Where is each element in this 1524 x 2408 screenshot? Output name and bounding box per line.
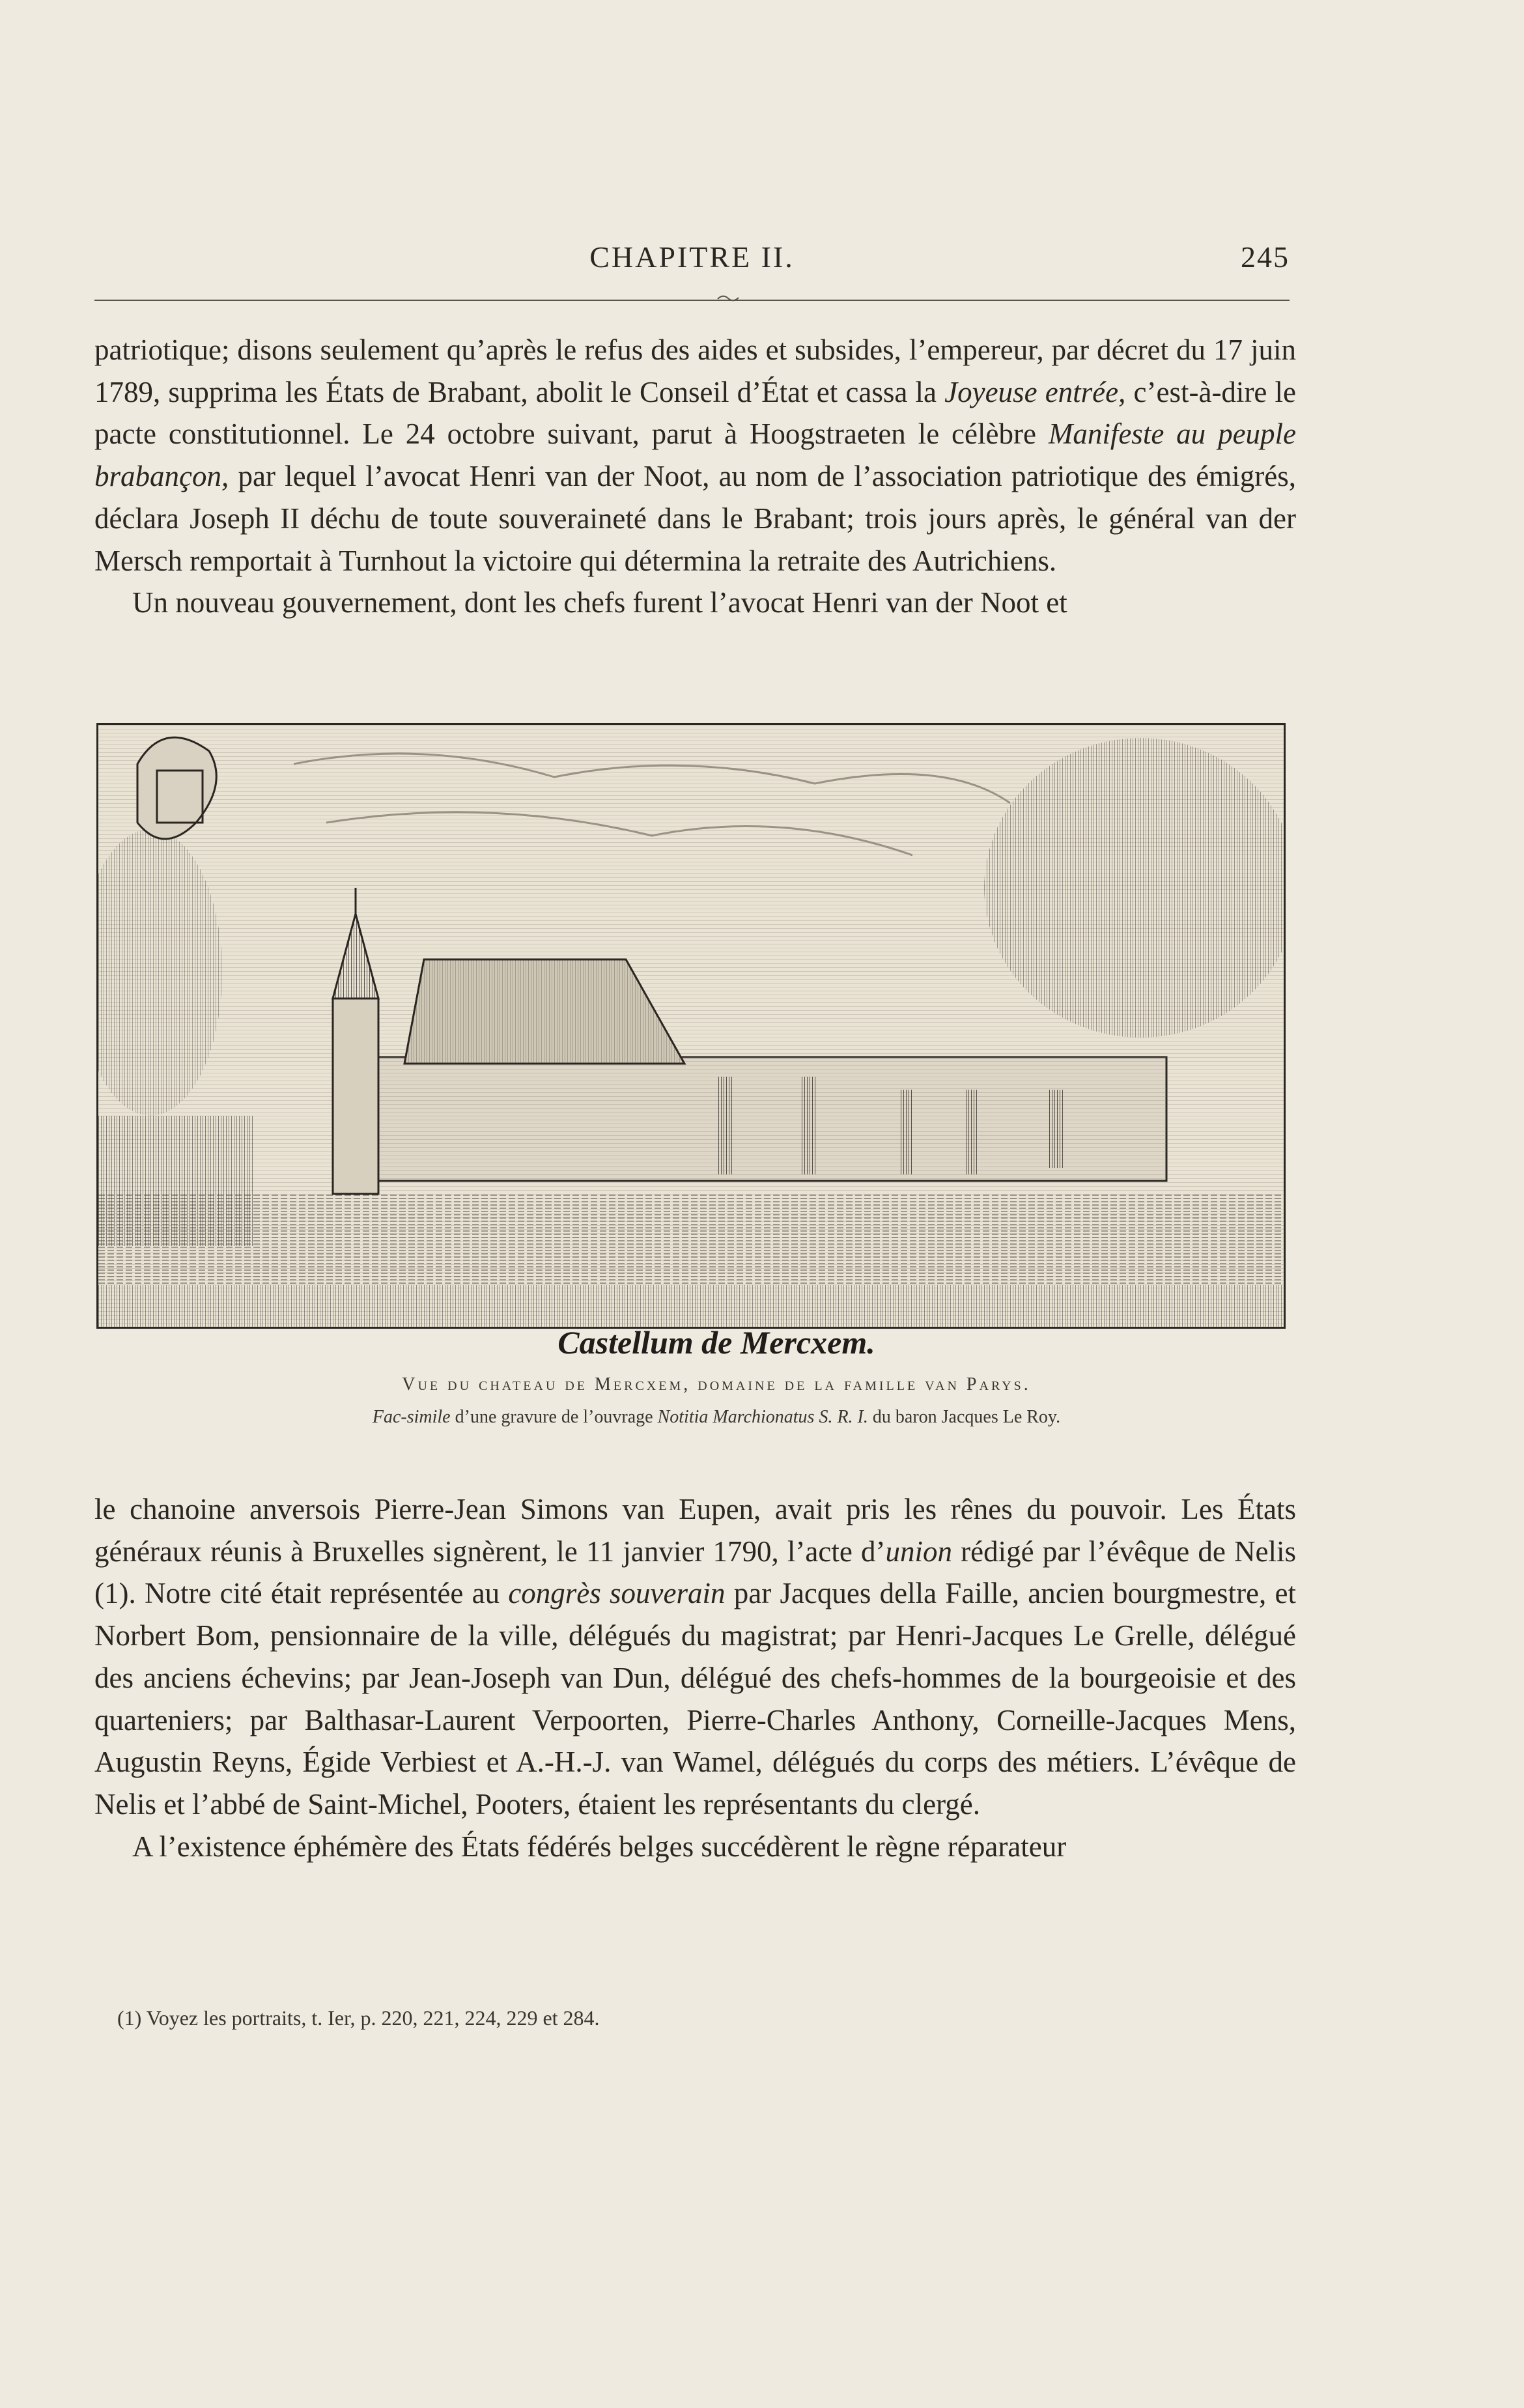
chapter-title: CHAPITRE II. <box>589 240 795 274</box>
footnote: (1) Voyez les portraits, t. Ier, p. 220, 221, 224, 229 et 284. <box>117 2006 600 2030</box>
italic-word: union <box>885 1535 952 1568</box>
text-line: patriotique; disons seulement qu’après le refus des aides et subsides, l’empereur, <box>94 333 1044 366</box>
text-line: et des quarteniers; par Balthasar-Laurent Verpoorten, Pierre-Charles Anthony, <box>94 1661 1297 1736</box>
text-line: par <box>733 1577 772 1610</box>
text-line: rédigé par l’évêque de Nelis (1). Notre cité était représentée au <box>94 1535 1297 1610</box>
text-line: étaient les représentants du clergé. <box>578 1787 980 1820</box>
caption-italic: Notitia Marchionatus S. R. I. <box>657 1407 868 1427</box>
italic-title: Joyeuse entrée, <box>944 375 1126 408</box>
text-line: Jacques della Faille, ancien bourgmestre, et Norbert Bom, pensionnaire de la <box>94 1577 1296 1652</box>
italic-word: congrès souverain <box>508 1577 726 1610</box>
text-line: le chanoine anversois Pierre-Jean Simons van Eupen, avait pris les rênes du pouvoir. <box>94 1493 1167 1525</box>
paragraph-bottom <box>94 1488 1296 1867</box>
text-line: par décret du 17 juin 1789, supprima les États de Brabant, abolit le Conseil d’État <box>94 333 1296 408</box>
italic-title: Manifeste au peuple brabançon, <box>94 418 1297 493</box>
castle-engraving <box>98 725 1284 1327</box>
text-line: Corneille-Jacques Mens, Augustin Reyns, Égide Verbiest et A.-H.-J. van Wamel, <box>94 1703 1297 1779</box>
caption-italic: Fac-simile <box>372 1407 451 1427</box>
paragraph-top <box>94 329 1296 624</box>
text-line: van der Noot, au nom de l’association patriotique des émigrés, déclara Joseph II <box>94 460 1296 535</box>
text-line: et cassa la <box>816 375 937 408</box>
text-line: Les États généraux réunis à Bruxelles signèrent, le 11 janvier 1790, l’acte d’ <box>94 1493 1296 1568</box>
text-line: c’est-à-dire le pacte constitutionnel. Le 24 octobre suivant, <box>94 375 1297 451</box>
engraving-title: Castellum de Mercxem. <box>557 1324 875 1361</box>
text-line: A l’existence éphémère des États fédérés belges succédèrent le règne réparateur <box>132 1830 1067 1863</box>
header-ornament <box>716 292 740 304</box>
text-line: ville, délégués du magistrat; par Henri-Jacques Le Grelle, délégué des anciens <box>94 1619 1296 1694</box>
text-line: déchu de toute souveraineté dans le Brabant; trois jours après, le général van der <box>310 502 1296 535</box>
engraving-figure <box>96 723 1286 1329</box>
header-rule <box>94 300 1290 301</box>
text-line: délégués du corps des métiers. L’évêque de Nelis et l’abbé de Saint-Michel, Pooters, <box>94 1746 1297 1820</box>
figure-source <box>0 1407 1433 1428</box>
text-line: parut à Hoogstraeten le célèbre <box>651 418 1036 451</box>
page-number: 245 <box>1241 240 1290 274</box>
text-line: par lequel l’avocat Henri <box>238 460 536 493</box>
caption-text: d’une gravure de l’ouvrage <box>450 1407 658 1427</box>
caption-text: du baron Jacques Le Roy. <box>868 1407 1061 1427</box>
text-line: Mersch remportait à Turnhout la victoire qui détermina la retraite des Autrichiens. <box>94 544 1057 577</box>
figure-caption: Vue du chateau de Mercxem, domaine de la famille van Parys. <box>402 1374 1031 1395</box>
running-header <box>94 240 1290 279</box>
text-line: échevins; par Jean-Joseph van Dun, délégué des chefs-hommes de la bourgeoisie <box>241 1661 1217 1694</box>
text-line: Un nouveau gouvernement, dont les chefs furent l’avocat Henri van der Noot et <box>132 586 1067 619</box>
